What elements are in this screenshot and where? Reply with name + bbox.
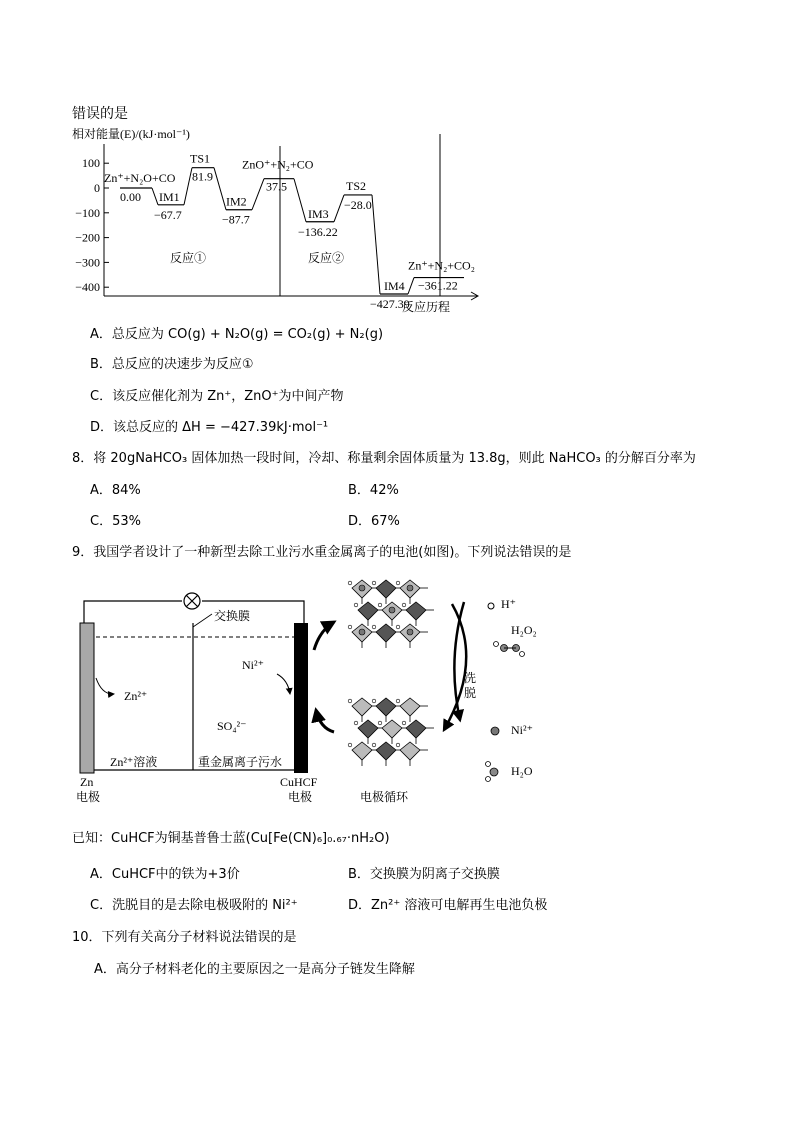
connector-line — [152, 188, 158, 205]
lattice-water — [396, 581, 400, 585]
lattice-unit — [352, 742, 372, 760]
state-label: TS2 — [346, 178, 367, 193]
q9-known: 已知：CuHCF为铜基普鲁士蓝(Cu[Fe(CN)₆]₀.₆₇·nH₂O) — [72, 831, 390, 846]
svg-text:Ni²⁺: Ni²⁺ — [511, 723, 533, 737]
energy-value-label: 37.5 — [266, 179, 287, 194]
lattice-water — [396, 625, 400, 629]
y-tick-label: −100 — [75, 205, 100, 220]
lattice-water — [378, 721, 382, 725]
lattice-water — [354, 603, 358, 607]
q9-option-c[interactable]: C．洗脱目的是去除电极吸附的 Ni²⁺ — [90, 898, 298, 913]
q10-option-a[interactable]: A．高分子材料老化的主要原因之一是高分子链发生降解 — [94, 962, 415, 977]
cuhcf-electrode-label: CuHCF — [280, 775, 318, 789]
cuhcf-electrode — [294, 623, 308, 773]
ni-ion-label: Ni²⁺ — [242, 658, 264, 672]
state-label: TS1 — [190, 151, 211, 166]
q9-option-b[interactable]: B．交换膜为阴离子交换膜 — [348, 867, 500, 882]
lattice-unit — [400, 742, 420, 760]
q8-option-a[interactable]: A．84% — [90, 483, 141, 498]
lattice-water — [348, 581, 352, 585]
battery-diagram — [72, 570, 582, 805]
q9-stem: 9．我国学者设计了一种新型去除工业污水重金属离子的电池(如图)。下列说法错误的是 — [72, 545, 572, 560]
y-tick-label: 0 — [94, 181, 100, 195]
lattice-water — [396, 699, 400, 703]
lattice-unit — [376, 580, 396, 598]
intro-text: 错误的是 — [72, 106, 128, 122]
lamp-icon — [184, 593, 200, 609]
lattice-water — [396, 743, 400, 747]
energy-value-label: −67.7 — [154, 207, 182, 222]
connector-line — [252, 179, 264, 210]
energy-value-label: 81.9 — [192, 169, 213, 184]
q8-option-b[interactable]: B．42% — [348, 483, 399, 498]
zn-electrode-label-2: 电极 — [76, 790, 101, 804]
y-tick-label: −200 — [75, 230, 100, 245]
lattice-ni-ion — [407, 585, 413, 591]
connector-line — [294, 179, 306, 222]
q9-option-d[interactable]: D．Zn²⁺ 溶液可电解再生电池负极 — [348, 898, 548, 913]
energy-profile-chart — [62, 124, 502, 319]
lattice-unit — [358, 602, 378, 620]
energy-value-label: 0.00 — [120, 190, 141, 204]
lattice-unit — [406, 720, 426, 738]
sulfate-label: SO₄²⁻ — [217, 719, 247, 733]
right-solution-label: 重金属离子污水 — [198, 755, 283, 769]
lattice-water — [402, 603, 406, 607]
q7-option-d[interactable]: D．该总反应的 ΔH = −427.39kJ·mol⁻¹ — [90, 420, 329, 435]
state-label: Zn⁺+N₂O+CO — [104, 171, 176, 185]
lattice-unit — [352, 698, 372, 716]
energy-value-label: −87.7 — [222, 212, 250, 227]
crystal-lattice-clean — [348, 698, 434, 766]
legend-h-ion — [488, 597, 516, 611]
legend-h2o2 — [494, 623, 537, 657]
lattice-ni-ion — [407, 629, 413, 635]
state-label: Zn⁺+N₂+CO₂ — [408, 258, 475, 273]
lattice-water — [354, 721, 358, 725]
q10-stem: 10．下列有关高分子材料说法错误的是 — [72, 930, 297, 945]
region-label-2: 反应② — [308, 251, 345, 265]
chart-ylabel: 相对能量(E)/(kJ·mol⁻¹) — [72, 127, 190, 141]
energy-value-label: −361.22 — [418, 278, 458, 293]
y-tick-label: 100 — [82, 156, 100, 171]
lattice-water — [348, 625, 352, 629]
connector-line — [214, 168, 226, 210]
x-axis-label: 反应历程 — [402, 300, 451, 314]
lattice-water — [348, 743, 352, 747]
lattice-water — [348, 699, 352, 703]
energy-value-label: −427.39 — [370, 296, 410, 311]
lattice-ni-ion — [359, 585, 365, 591]
lattice-ni-ion — [389, 607, 395, 613]
svg-text:H₂O₂: H₂O₂ — [511, 623, 537, 637]
lattice-unit — [358, 720, 378, 738]
y-tick-label: −400 — [75, 280, 100, 295]
lattice-water — [372, 581, 376, 585]
connector-line — [334, 195, 344, 222]
y-tick-label: −300 — [75, 255, 100, 270]
lattice-unit — [400, 698, 420, 716]
q7-option-c[interactable]: C．该反应催化剂为 Zn⁺，ZnO⁺为中间产物 — [90, 389, 344, 404]
cuhcf-electrode-label-2: 电极 — [288, 790, 313, 804]
zn-ion-label: Zn²⁺ — [124, 689, 148, 703]
q8-option-d[interactable]: D．67% — [348, 514, 400, 529]
q7-option-a[interactable]: A．总反应为 CO(g) + N₂O(g) = CO₂(g) + N₂(g) — [90, 327, 384, 342]
elution-label-1: 洗 — [464, 671, 477, 685]
elution-label-2: 脱 — [464, 686, 477, 700]
lattice-unit — [382, 720, 402, 738]
cycle-label: 电极循环 — [360, 790, 409, 804]
q8-stem: 8．将 20gNaHCO₃ 固体加热一段时间，冷却、称量剩余固体质量为 13.8g，则此 NaHCO₃ 的分解百分率为 — [72, 451, 696, 466]
state-label: IM1 — [159, 189, 180, 204]
lattice-water — [402, 721, 406, 725]
lattice-unit — [376, 624, 396, 642]
state-label: IM4 — [384, 278, 405, 293]
legend-ni-ion — [491, 723, 533, 737]
energy-value-label: −136.22 — [298, 224, 338, 239]
zn-electrode-label: Zn — [80, 775, 94, 789]
svg-text:H⁺: H⁺ — [501, 597, 516, 611]
legend-h2o — [486, 762, 533, 782]
lattice-water — [378, 603, 382, 607]
membrane-label: 交换膜 — [214, 609, 251, 623]
lattice-unit — [406, 602, 426, 620]
svg-text:H₂O: H₂O — [511, 764, 533, 778]
energy-value-label: −28.0 — [344, 197, 372, 212]
crystal-lattice-loaded — [348, 580, 434, 648]
connector-line — [184, 168, 192, 205]
q7-option-b[interactable]: B．总反应的决速步为反应① — [90, 357, 254, 372]
lattice-unit — [376, 742, 396, 760]
lattice-unit — [376, 698, 396, 716]
lattice-water — [372, 743, 376, 747]
left-solution-label: Zn²⁺溶液 — [110, 755, 158, 769]
connector-line — [408, 278, 414, 294]
q9-option-a[interactable]: A．CuHCF中的铁为+3价 — [90, 867, 240, 882]
lattice-water — [372, 625, 376, 629]
lattice-water — [372, 699, 376, 703]
state-label: IM2 — [226, 194, 247, 209]
connector-line — [372, 195, 380, 294]
zn-electrode — [80, 623, 94, 773]
region-label-1: 反应① — [170, 251, 207, 265]
cell-container — [82, 623, 307, 770]
q8-option-c[interactable]: C．53% — [90, 514, 141, 529]
state-label: ZnO⁺+N₂+CO — [242, 157, 314, 172]
state-label: IM3 — [308, 206, 329, 221]
lattice-ni-ion — [359, 629, 365, 635]
